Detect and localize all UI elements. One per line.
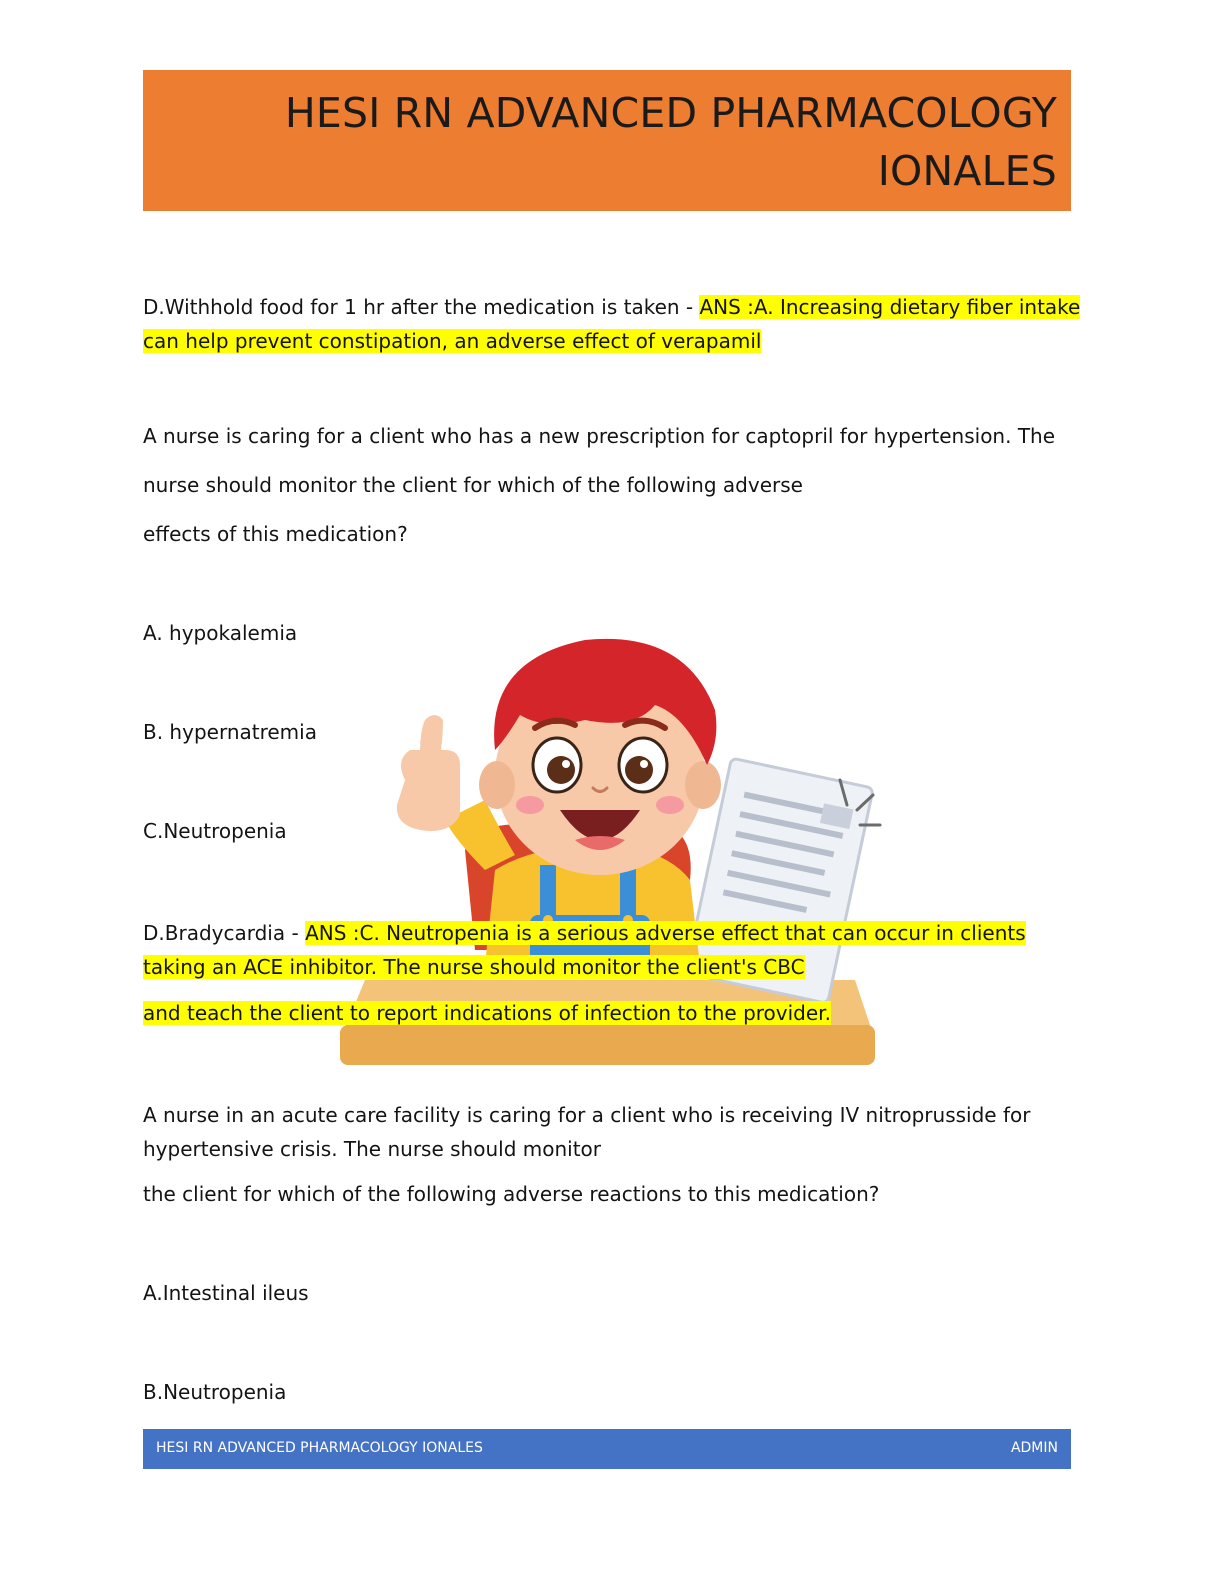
q3-option-b: B.Neutropenia [143, 1380, 287, 1404]
q1-answer-line1: ANS :A. Increasing dietary fiber intake [699, 295, 1081, 319]
q3-stem-line1: A nurse in an acute care facility is caring for a client who is receiving IV nitroprusside for [143, 1103, 1031, 1127]
page-title-line1: HESI RN ADVANCED PHARMACOLOGY [284, 89, 1057, 137]
q2-stem-line1: A nurse is caring for a client who has a new prescription for captopril for hypertension. The [143, 424, 1056, 448]
footer-bar [143, 1429, 1071, 1469]
q3-stem-line3: the client for which of the following adverse reactions to this medication? [143, 1182, 880, 1206]
q2-option-d: D.Bradycardia - [143, 921, 306, 945]
footer-author: ADMIN [1010, 1440, 1058, 1456]
q2-answer-line3: and teach the client to report indications of infection to the provider. [143, 1001, 831, 1025]
page-title-line2: IONALES [877, 147, 1057, 195]
q1-option-d: D.Withhold food for 1 hr after the medication is taken - [143, 295, 700, 319]
q2-option-b: B. hypernatremia [143, 720, 317, 744]
header-banner [143, 70, 1071, 211]
page-title [157, 84, 1057, 200]
q2-option-d-with-answer [143, 916, 1083, 984]
q2-stem-line2: nurse should monitor the client for which of the following adverse [143, 473, 803, 497]
q3-stem-line2: hypertensive crisis. The nurse should monitor [143, 1137, 601, 1161]
q1-answer-line2: can help prevent constipation, an adverse effect of verapamil [143, 329, 762, 353]
q3-option-a: A.Intestinal ileus [143, 1281, 309, 1305]
footer-document-title: HESI RN ADVANCED PHARMACOLOGY IONALES [156, 1440, 483, 1456]
q2-stem-line3: effects of this medication? [143, 522, 408, 546]
q2-answer-line2: taking an ACE inhibitor. The nurse should monitor the client's CBC [143, 955, 805, 979]
q2-answer-line1: ANS :C. Neutropenia is a serious adverse effect that can occur in clients [305, 921, 1026, 945]
q2-option-c: C.Neutropenia [143, 819, 287, 843]
q3-stem [143, 1098, 1083, 1166]
q1-option-d-with-answer [143, 290, 1083, 358]
q2-option-a: A. hypokalemia [143, 621, 298, 645]
q2-answer-line3-row [143, 1000, 1083, 1026]
